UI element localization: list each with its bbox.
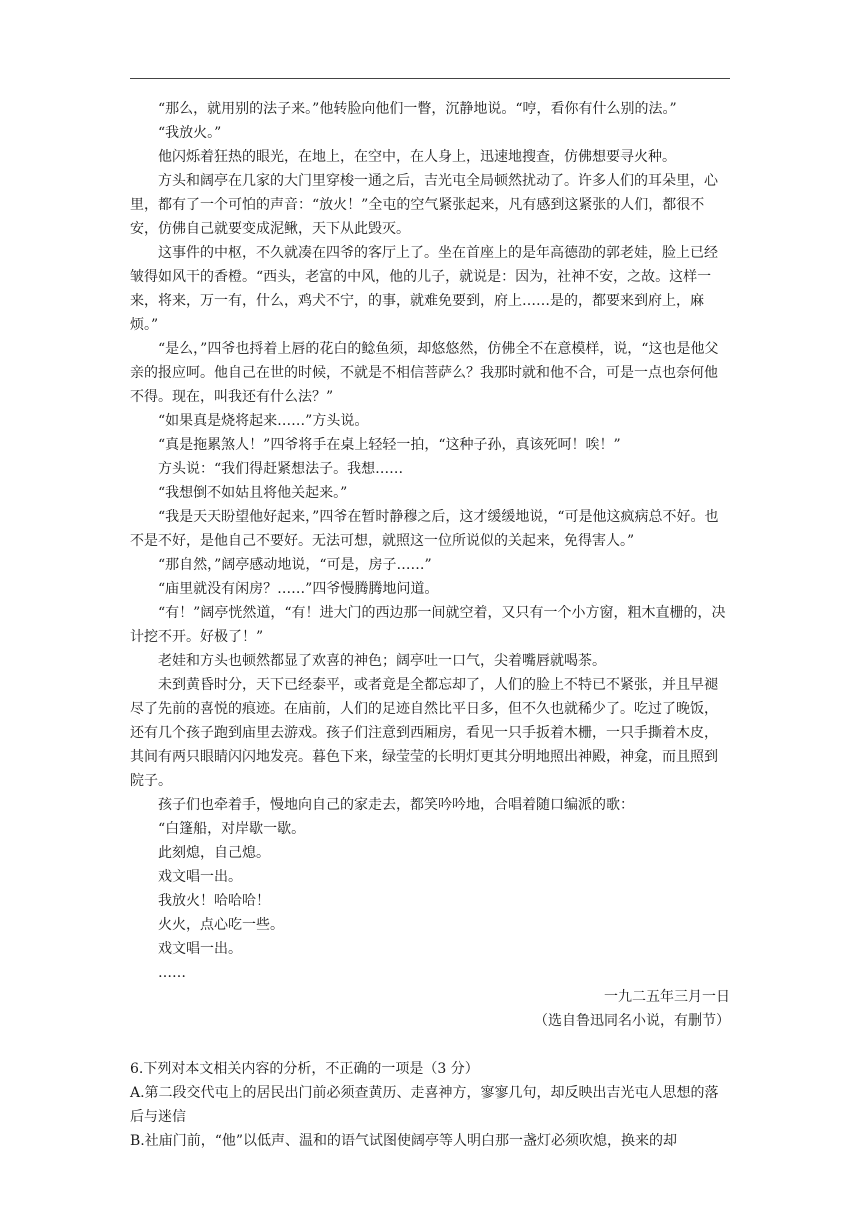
story-paragraph: “我想倒不如姑且将他关起来。” [158, 485, 348, 501]
song-line: 此刻熄，自己熄。 [158, 845, 270, 861]
song-line: 我放火！哈哈哈！ [158, 893, 270, 909]
song-line: 戏文唱一出。 [158, 941, 242, 957]
story-paragraph: 老娃和方头也顿然都显了欢喜的神色；阔亭吐一口气，尖着嘴唇就喝茶。 [158, 653, 606, 669]
children-song [130, 817, 730, 985]
story-paragraph: 孩子们也牵着手，慢地向自己的家走去，都笑吟吟地，合唱着随口编派的歌： [158, 797, 634, 813]
question-stem: 6.下列对本文相关内容的分析，不正确的一项是（3 分） [130, 1061, 479, 1077]
story-source: （选自鲁迅同名小说，有删节） [534, 1013, 730, 1029]
document-body [130, 97, 730, 1153]
story-paragraph: “我放火。” [158, 125, 222, 141]
story-paragraph: “有！”阔亭恍然道，“有！进大门的西边那一间就空着，又只有一个小方窗，粗木直栅的，决计挖不开。好极了！” [130, 605, 726, 645]
option-b: B.社庙门前，“他”以低声、温和的语气试图使阔亭等人明白那一盏灯必须吹熄，换来的却 [130, 1133, 678, 1149]
story-paragraph: “那自然，”阔亭感动地说，“可是，房子……” [158, 557, 432, 573]
header-rule [130, 78, 730, 79]
story-paragraph: “那么，就用别的法子来。”他转脸向他们一瞥，沉静地说。“哼，看你有什么别的法。” [158, 101, 677, 117]
story-paragraph: “是么，”四爷也捋着上唇的花白的鲶鱼须，却悠悠然，仿佛全不在意模样，说，“这也是他父亲的报应呵。他自己在世的时候，不就是不相信菩萨么？我那时就和他不合，可是一点也奈何他不得。现在，叫我还有什么法？” [130, 341, 719, 405]
story-paragraph: “如果真是烧将起来……”方头说。 [158, 413, 369, 429]
song-line: “白篷船，对岸歇一歇。 [158, 821, 306, 837]
song-line: 火火，点心吃一些。 [158, 917, 284, 933]
section-gap [130, 1033, 730, 1057]
song-line: …… [158, 965, 186, 981]
song-line: 戏文唱一出。 [158, 869, 242, 885]
story-paragraph: 他闪烁着狂热的眼光，在地上，在空中，在人身上，迅速地搜查，仿佛想要寻火种。 [158, 149, 676, 165]
story-paragraph: 这事件的中枢，不久就凑在四爷的客厅上了。坐在首座上的是年高德劭的郭老娃，脸上已经皱得如风干的香橙。“西头，老富的中风，他的儿子，就说是：因为，社神不安，之故。这样一来，将来，万一有，什么，鸡犬不宁，的事，就难免要到，府上……是的，都要来到府上，麻烦。” [130, 245, 718, 333]
option-a: A.第二段交代屯上的居民出门前必须查黄历、走喜神方，寥寥几句，却反映出吉光屯人思想的落后与迷信 [130, 1085, 719, 1125]
story-paragraph: 方头和阔亭在几家的大门里穿梭一通之后，吉光屯全局顿然扰动了。许多人们的耳朵里，心里，都有了一个可怕的声音：“放火！”全屯的空气紧张起来，凡有感到这紧张的人们，都很不安，仿佛自己就要变成泥鳅，天下从此毁灭。 [130, 173, 718, 237]
question-6 [130, 1057, 730, 1153]
story-paragraph: 未到黄昏时分，天下已经泰平，或者竟是全都忘却了，人们的脸上不特已不紧张，并且早褪尽了先前的喜悦的痕迹。在庙前，人们的足迹自然比平日多，但不久也就稀少了。吃过了晚饭，还有几个孩子跑到庙里去游戏。孩子们注意到西厢房，看见一只手扳着木栅，一只手撕着木皮，其间有两只眼睛闪闪地发亮。暮色下来，绿莹莹的长明灯更其分明地照出神殿，神龛，而且照到院子。 [130, 677, 718, 789]
story-paragraph: “我是天天盼望他好起来，”四爷在暂时静穆之后，这才缓缓地说，“可是他这疯病总不好。也不是不好，是他自己不要好。无法可想，就照这一位所说似的关起来，免得害人。” [130, 509, 719, 549]
story-paragraph: 方头说：“我们得赶紧想法子。我想…… [158, 461, 404, 477]
story-paragraph: “真是拖累煞人！”四爷将手在桌上轻轻一拍，“这种子孙，真该死呵！唉！” [158, 437, 621, 453]
story-date: 一九二五年三月一日 [604, 989, 730, 1005]
story-paragraph: “庙里就没有闲房？……”四爷慢腾腾地问道。 [158, 581, 439, 597]
